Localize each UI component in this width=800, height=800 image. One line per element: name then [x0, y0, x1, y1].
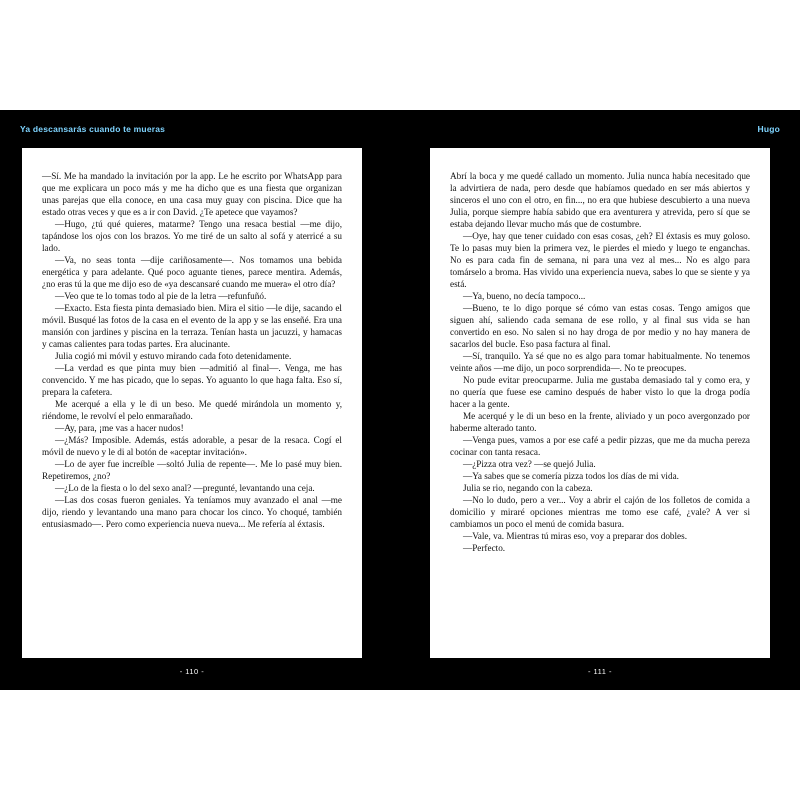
paragraph: —Venga pues, vamos a por ese café a pedir pizzas, que me da mucha pereza cocinar con tanta resaca.	[450, 435, 750, 457]
paragraph: —Oye, hay que tener cuidado con esas cosas, ¿eh? El éxtasis es muy goloso. Te lo pasas muy bien la primera vez, le pierdes el miedo y luego te enganchas. No es para cada fin de semana, ni para una vez al mes... No es algo para tomárselo a broma. Has vivido una experiencia nueva, sabes lo que se siente y ya está.	[450, 231, 750, 289]
running-heads	[0, 124, 800, 140]
page-left	[22, 148, 362, 658]
running-head-right: Hugo	[757, 124, 780, 134]
paragraph: —Bueno, te lo digo porque sé cómo van estas cosas. Tengo amigos que siguen ahí, saliendo cada semana de ese rollo, y al final sus vida se han convertido en eso. No salen si no hay droga de por medio y no hay manera de sacarlos del bucle. Eso pasa factura al final.	[450, 303, 750, 349]
paragraph: —Vale, va. Mientras tú miras eso, voy a preparar dos dobles.	[463, 531, 688, 541]
page-right	[430, 148, 770, 658]
paragraph: —La verdad es que pinta muy bien —admitió al final—. Venga, me has convencido. Y me has picado, que lo sepas. Yo aguanto lo que haga falta. Eso sí, prepara la cafetera.	[42, 363, 342, 397]
paragraph: —No lo dudo, pero a ver... Voy a abrir el cajón de los folletos de comida a domicilio y miraré opciones mientras me tomo ese café, ¿vale? A ver si cambiamos un poco el menú de comida basura.	[450, 495, 750, 529]
paragraph: —¿Lo de la fiesta o lo del sexo anal? —pregunté, levantando una ceja.	[55, 483, 315, 493]
page-number-left: - 110 -	[179, 667, 205, 676]
page-number-right: - 111 -	[587, 667, 613, 676]
running-head-left: Ya descansarás cuando te mueras	[20, 124, 166, 134]
paragraph: Julia cogió mi móvil y estuvo mirando cada foto detenidamente.	[55, 351, 292, 361]
paragraph: —Ay, para, ¡me vas a hacer nudos!	[55, 423, 184, 433]
paragraph: —Va, no seas tonta —dije cariñosamente—. Nos tomamos una bebida energética y para adelante. Qué poco aguante tienes, parece mentira. Además, ¿no eras tú la que me dijo eso de «ya descansaré cuando me muera» el otro día?	[42, 255, 342, 289]
paragraph: Julia se rio, negando con la cabeza.	[463, 483, 593, 493]
paragraph: No pude evitar preocuparme. Julia me gustaba demasiado tal y como era, y no quería que fuese ese camino después de haber visto lo que la droga podía hacer a la gente.	[450, 375, 750, 409]
paragraph: —Sí. Me ha mandado la invitación por la app. Le he escrito por WhatsApp para que me explicara un poco más y me ha dicho que es una fiesta que organizan unas parejas que ella conoce, en una casa muy guay con piscina. Dice que ha estado otras veces y que es a ir con David. ¿Te apetece que vayamos?	[42, 171, 342, 217]
paragraph: —Perfecto.	[463, 543, 506, 553]
book-spread	[0, 110, 800, 690]
paragraph: —Ya, bueno, no decía tampoco...	[463, 291, 586, 301]
paragraph: Abrí la boca y me quedé callado un momento. Julia nunca había necesitado que la advirtiera de nada, pero desde que habíamos quedado en ser más abiertos y sinceros el uno con el otro, en fin..., no era que hubiese descubierto a una nueva Julia, porque siempre había sabido que era aventurera y atrevida, pero sí que se estaba dejando llevar mucho más que de costumbre.	[450, 171, 750, 229]
paragraph: —Ya sabes que se comería pizza todos los días de mi vida.	[463, 471, 679, 481]
paragraph: —¿Más? Imposible. Además, estás adorable, a pesar de la resaca. Cogí el móvil de nuevo y le di al botón de «aceptar invitación».	[42, 435, 342, 457]
paragraph: —Exacto. Esta fiesta pinta demasiado bien. Mira el sitio —le dije, sacando el móvil. Busqué las fotos de la casa en el evento de la app y se las enseñé. Era una mansión con jardines y piscina en la terraza. Tenían hasta un jacuzzi, y hamacas y camas calientes para todas partes. Era alucinante.	[42, 303, 342, 349]
paragraph: Me acerqué y le di un beso en la frente, aliviado y un poco avergonzado por haberme alterado tanto.	[450, 411, 750, 433]
paragraph: —Veo que te lo tomas todo al pie de la letra —refunfuñó.	[55, 291, 267, 301]
paragraph: —Las dos cosas fueron geniales. Ya teníamos muy avanzado el anal —me dijo, riendo y levantando una mano para chocar los cinco. Yo choqué, también entusiasmado—. Pero como experiencia nueva nueva... Me refería al éxtasis.	[42, 495, 342, 529]
paragraph: Me acerqué a ella y le di un beso. Me quedé mirándola un momento y, riéndome, le revolví el pelo enmarañado.	[42, 399, 342, 421]
paragraph: —Lo de ayer fue increíble —soltó Julia de repente—. Me lo pasé muy bien. Repetiremos, ¿no?	[42, 459, 342, 481]
paragraph: —¿Pizza otra vez? —se quejó Julia.	[463, 459, 596, 469]
paragraph: —Hugo, ¿tú qué quieres, matarme? Tengo una resaca bestial —me dijo, tapándose los ojos con los brazos. Yo me tiré de un salto al sofá y aterricé a su lado.	[42, 219, 342, 253]
paragraph: —Sí, tranquilo. Ya sé que no es algo para tomar habitualmente. No tenemos veinte años —me dijo, un poco sorprendida—. No te preocupes.	[450, 351, 750, 373]
